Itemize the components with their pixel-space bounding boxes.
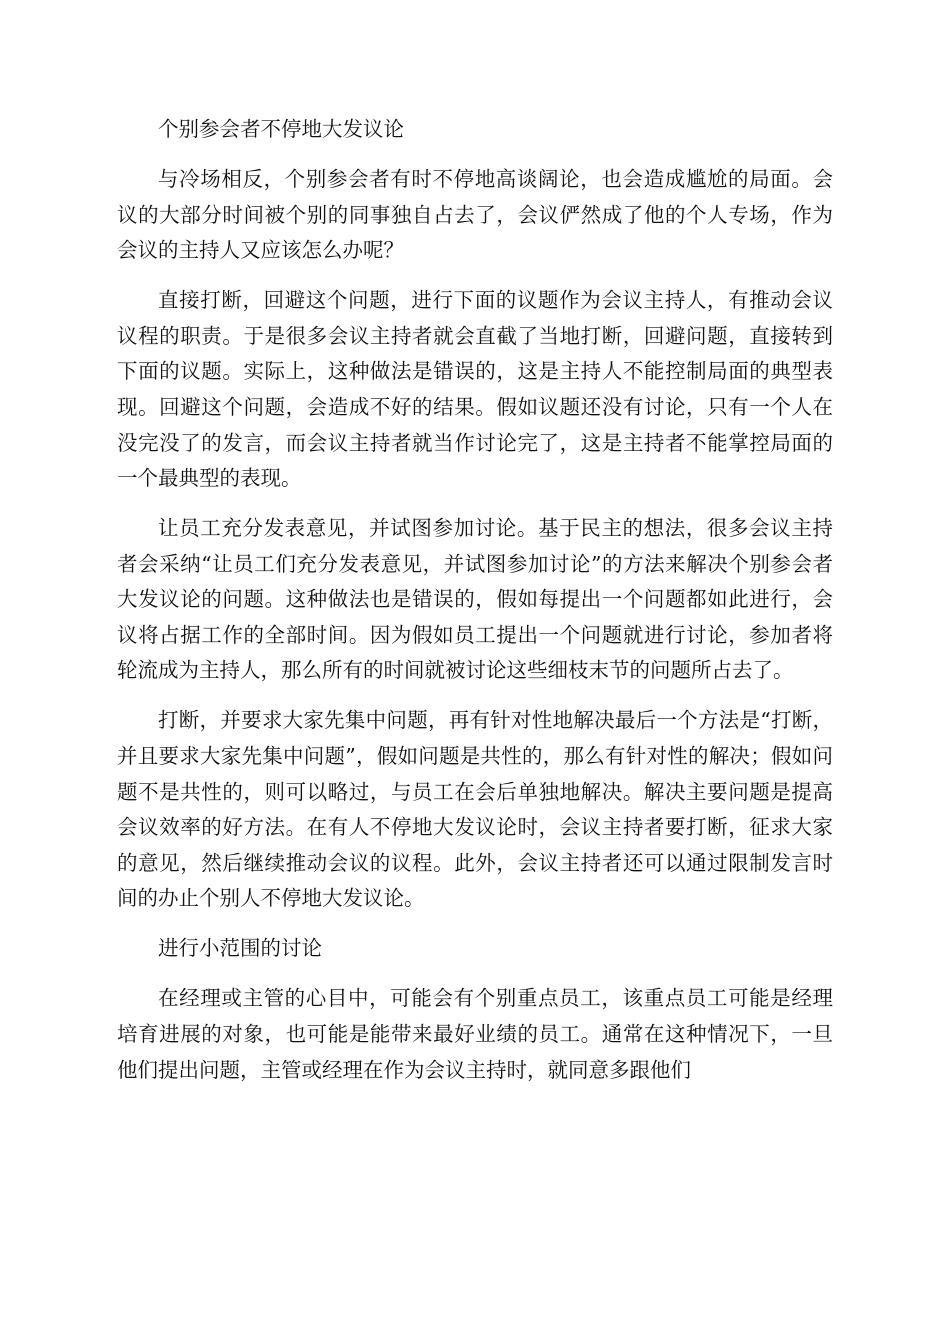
paragraph-intro: 与冷场相反，个别参会者有时不停地高谈阔论，也会造成尴尬的局面。会议的大部分时间被个别的同事独自占去了，会议俨然成了他的个人专场，作为会议的主持人又应该怎么办呢？ (117, 166, 833, 263)
document-page (117, 112, 833, 1103)
paragraph-interrupt-avoid: 直接打断，回避这个问题，进行下面的议题作为会议主持人，有推动会议议程的职责。于是很多会议主持者就会直截了当地打断，回避问题，直接转到下面的议题。实际上，这种做法是错误的，这是主持人不能控制局面的典型表现。回避这个问题，会造成不好的结果。假如议题还没有讨论，只有一个人在没完没了的发言，而会议主持者就当作讨论完了，这是主持者不能掌控局面的一个最典型的表现。 (117, 288, 833, 491)
paragraph-key-employees: 在经理或主管的心目中，可能会有个别重点员工，该重点员工可能是经理培育进展的对象，也可能是能带来最好业绩的员工。通常在这种情况下，一旦他们提出问题，主管或经理在作为会议主持时，就同意多跟他们 (117, 986, 833, 1082)
paragraph-full-discussion: 让员工充分发表意见，并试图参加讨论。基于民主的想法，很多会议主持者会采纳“让员工们充分发表意见，并试图参加讨论”的方法来解决个别参会者大发议论的问题。这种做法也是错误的，假如每提出一个问题都如此进行，会议将占据工作的全部时间。因为假如员工提出一个问题就进行讨论，参加者将轮流成为主持人，那么所有的时间就被讨论这些细枝末节的问题所占去了。 (117, 516, 833, 683)
paragraph-interrupt-focus: 打断，并要求大家先集中问题，再有针对性地解决最后一个方法是“打断，并且要求大家先集中问题”，假如问题是共性的，那么有针对性的解决；假如问题不是共性的，则可以略过，与员工在会后单独地解决。解决主要问题是提高会议效率的好方法。在有人不停地大发议论时，会议主持者要打断，征求大家的意见，然后继续推动会议的议程。此外，会议主持者还可以通过限制发言时间的办止个别人不停地大发议论。 (117, 708, 833, 911)
section-heading-talkative-attendees: 个别参会者不停地大发议论 (158, 117, 404, 141)
section-heading-small-discussion: 进行小范围的讨论 (158, 936, 322, 961)
